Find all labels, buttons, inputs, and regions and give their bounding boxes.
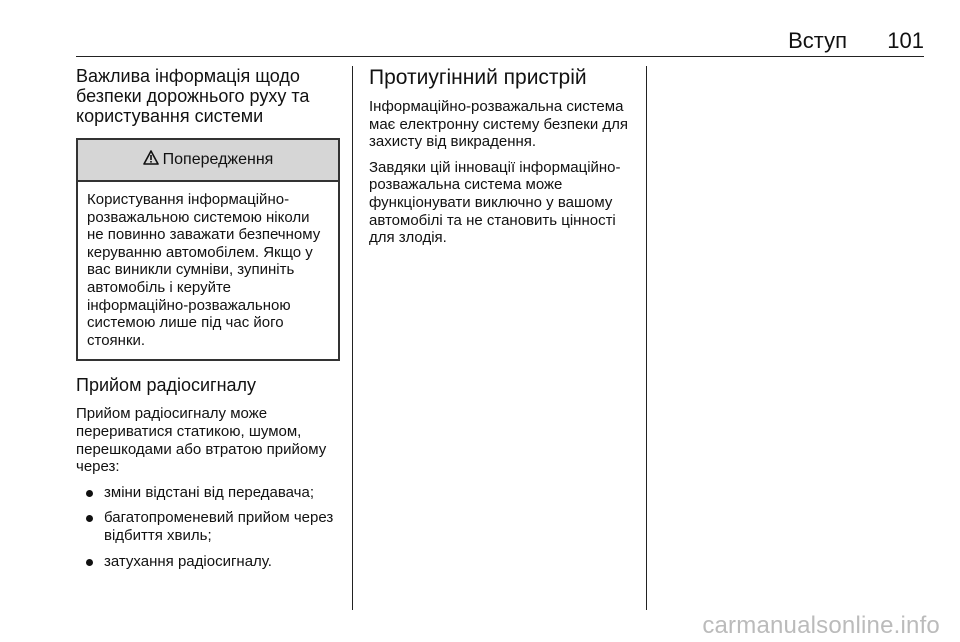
page-number: 101 bbox=[887, 28, 924, 53]
middle-column bbox=[369, 66, 631, 247]
list-item: затухання радіосигналу. bbox=[76, 553, 340, 571]
radio-heading: Прийом радіосигналу bbox=[76, 375, 257, 396]
radio-text: Прийом радіосигналу може перериватися статикою, шумом, перешкодами або втратою прийому через: bbox=[76, 405, 327, 476]
warning-triangle-icon bbox=[143, 150, 159, 170]
bullet-icon bbox=[86, 490, 93, 497]
antitheft-para-1: Інформаційно-розважальна система має електронну систему безпеки для захисту від викрадення. bbox=[369, 98, 629, 151]
left-column bbox=[76, 66, 340, 578]
page-header-section: Вступ bbox=[788, 28, 847, 53]
list-item: багатопроменевий прийом через відбиття хвиль; bbox=[76, 509, 340, 544]
column-divider-1 bbox=[352, 66, 353, 610]
safety-heading: Важлива інформація щодо безпеки дорожнього руху та користування системи bbox=[76, 66, 310, 126]
warning-box bbox=[76, 138, 340, 361]
antitheft-para-2: Завдяки цій інновації інформаційно-розважальна система може функціонувати виключно у вашому автомобілі та не становить цінності для злодія. bbox=[369, 158, 621, 247]
column-divider-2 bbox=[646, 66, 647, 610]
radio-bullet-list bbox=[76, 484, 340, 570]
watermark: carmanualsonline.info bbox=[702, 612, 940, 639]
warning-header bbox=[78, 140, 338, 182]
list-item: зміни відстані від передавача; bbox=[76, 484, 340, 502]
warning-title: Попередження bbox=[162, 151, 274, 168]
header-divider bbox=[76, 56, 924, 57]
bullet-icon bbox=[86, 515, 93, 522]
warning-text: Користування інформаційно-розважальною системою ніколи не повинно заважати безпечному керуванню автомобілем. Якщо у вас виникли сумніви, зупиніть автомобіль і керуйте інформаційно-розважальною системою лише під час його стоянки. bbox=[87, 191, 321, 349]
bullet-icon bbox=[86, 559, 93, 566]
antitheft-heading: Протиугінний пристрій bbox=[369, 66, 587, 89]
